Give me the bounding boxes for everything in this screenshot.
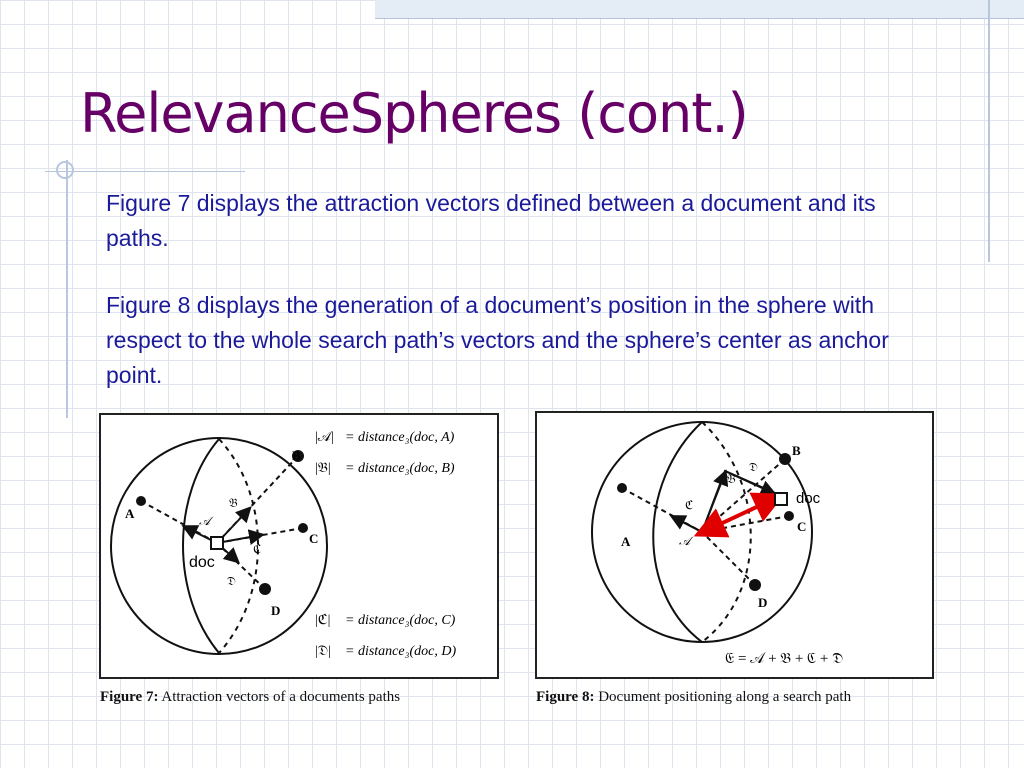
figure-7 (99, 413, 499, 679)
paragraph-figure7: Figure 7 displays the attraction vectors defined between a document and its paths. (106, 190, 876, 251)
label-B: B (792, 443, 801, 458)
figure-7-diagram (101, 415, 497, 677)
figure-7-caption-text: Attraction vectors of a documents paths (158, 689, 401, 705)
point-D (259, 583, 271, 595)
slide-title: RelevanceSpheres (cont.) (80, 82, 748, 145)
top-decor-band (375, 0, 1024, 19)
sum-equation: 𝔈 = 𝒜 + 𝔅 + ℭ + 𝔇 (725, 651, 844, 667)
vec-C: ℭ (253, 542, 262, 556)
sphere-meridian (653, 422, 702, 642)
vec-D: 𝔇 (227, 574, 236, 588)
point-D (749, 579, 761, 591)
label-doc: doc (796, 490, 821, 507)
vec-A: 𝒜 (199, 514, 211, 528)
point-B (779, 453, 791, 465)
label-A: A (621, 534, 631, 549)
point-A (617, 483, 627, 493)
label-doc: doc (189, 554, 215, 571)
figure-7-caption-label: Figure 7: (100, 689, 159, 705)
eq-A-lhs: |𝒜| (315, 430, 334, 445)
eq-B-lhs: |𝔅| (315, 461, 331, 476)
vec-C: ℭ (685, 498, 694, 512)
label-C: C (797, 519, 807, 534)
right-decor-line (988, 0, 990, 262)
left-decor-line (66, 160, 68, 418)
point-C (298, 523, 308, 533)
vec-A: 𝒜 (679, 534, 691, 548)
label-C: C (309, 531, 319, 546)
figure-8-caption (536, 689, 851, 706)
label-B: B (292, 448, 301, 463)
figure-7-caption (100, 689, 400, 706)
doc-marker (775, 493, 787, 505)
doc-marker (211, 537, 223, 549)
eq-C-rhs: = distance₃(doc, C) (345, 613, 456, 628)
eq-A-rhs: = distance₃(doc, A) (345, 430, 455, 445)
eq-D-rhs: = distance₃(doc, D) (345, 644, 457, 659)
decor-circle-mark (56, 161, 74, 179)
figure-8-caption-text: Document positioning along a search path (594, 689, 852, 705)
eq-C-lhs: |ℭ| (315, 613, 331, 628)
point-C (784, 511, 794, 521)
title-underline (45, 171, 245, 172)
label-A: A (125, 506, 135, 521)
figure-8 (535, 411, 934, 679)
label-D: D (271, 603, 281, 618)
vec-D: 𝔇 (749, 460, 758, 474)
label-D: D (758, 595, 768, 610)
eq-B-rhs: = distance₃(doc, B) (345, 461, 455, 476)
vec-B: 𝔅 (727, 472, 736, 486)
eq-D-lhs: |𝔇| (315, 644, 331, 659)
paragraph-figure8: Figure 8 displays the generation of a document’s position in the sphere with respect to the whole search path’s vectors and the sphere’s center as anchor point. (106, 292, 889, 388)
point-A (136, 496, 146, 506)
figure-8-caption-label: Figure 8: (536, 689, 595, 705)
vec-B: 𝔅 (229, 496, 238, 510)
figure-8-diagram (537, 413, 932, 677)
sphere-meridian-back (702, 422, 751, 642)
